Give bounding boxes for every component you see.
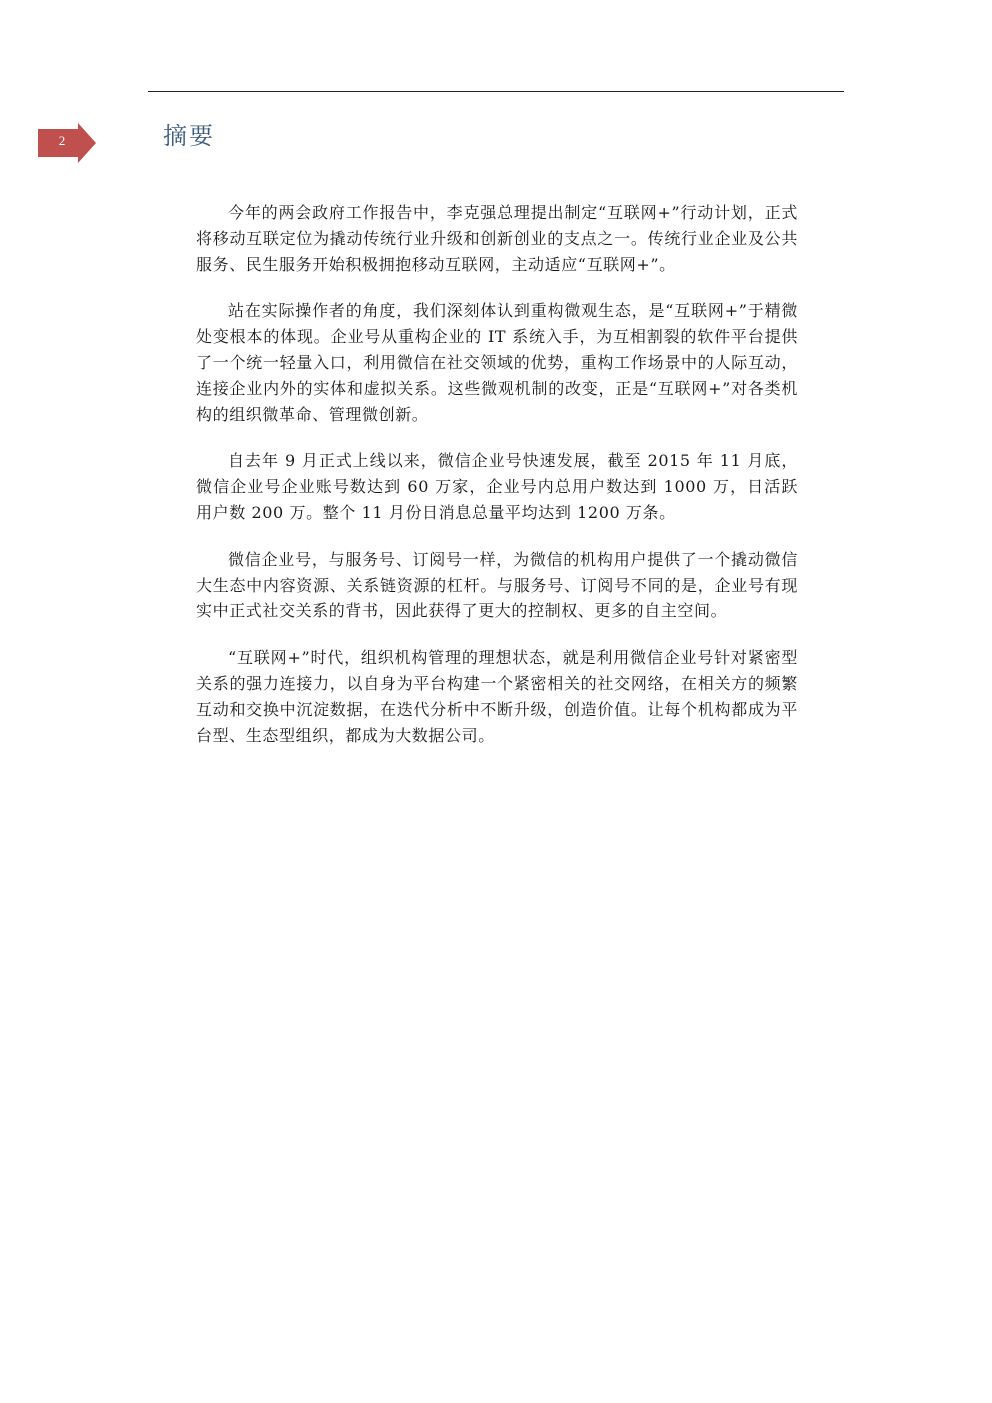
paragraph-4: 微信企业号，与服务号、订阅号一样，为微信的机构用户提供了一个撬动微信大生态中内容资源、关系链资源的杠杆。与服务号、订阅号不同的是，企业号有现实中正式社交关系的背书，因此获得了更大的控制权、更多的自主空间。 xyxy=(196,549,798,621)
paragraph-5: “互联网+”时代，组织机构管理的理想状态，就是利用微信企业号针对紧密型关系的强力连接力，以自身为平台构建一个紧密相关的社交网络，在相关方的频繁互动和交换中沉淀数据，在迭代分析中不断升级，创造价值。让每个机构都成为平台型、生态型组织，都成为大数据公司。 xyxy=(196,648,798,745)
paragraph-1: 今年的两会政府工作报告中，李克强总理提出制定“互联网+”行动计划，正式将移动互联定位为撬动传统行业升级和创新创业的支点之一。传统行业企业及公共服务、民生服务开始积极拥抱移动互联网，主动适应“互联网+”。 xyxy=(196,203,798,274)
header-rule xyxy=(148,91,844,92)
paragraph-2: 站在实际操作者的角度，我们深刻体认到重构微观生态，是“互联网+”于精微处变根本的体现。企业号从重构企业的 IT 系统入手，为互相割裂的软件平台提供了一个统一轻量入口，利用微信在社交领域的优势，重构工作场景中的人际互动，连接企业内外的实体和虚拟关系。这些微观机制的改变，正是“互联网+”对各类机构的组织微革命、管理微创新。 xyxy=(196,301,798,424)
body-text xyxy=(196,200,798,769)
section-title: 摘要 xyxy=(163,122,215,150)
page-number: 2 xyxy=(58,133,66,148)
paragraph-3: 自去年 9 月正式上线以来，微信企业号快速发展，截至 2015 年 11 月底，微信企业号企业账号数达到 60 万家，企业号内总用户数达到 1000 万，日活跃用户数 200 万。整个 11 月份日消息总量平均达到 1200 万条。 xyxy=(196,451,798,522)
